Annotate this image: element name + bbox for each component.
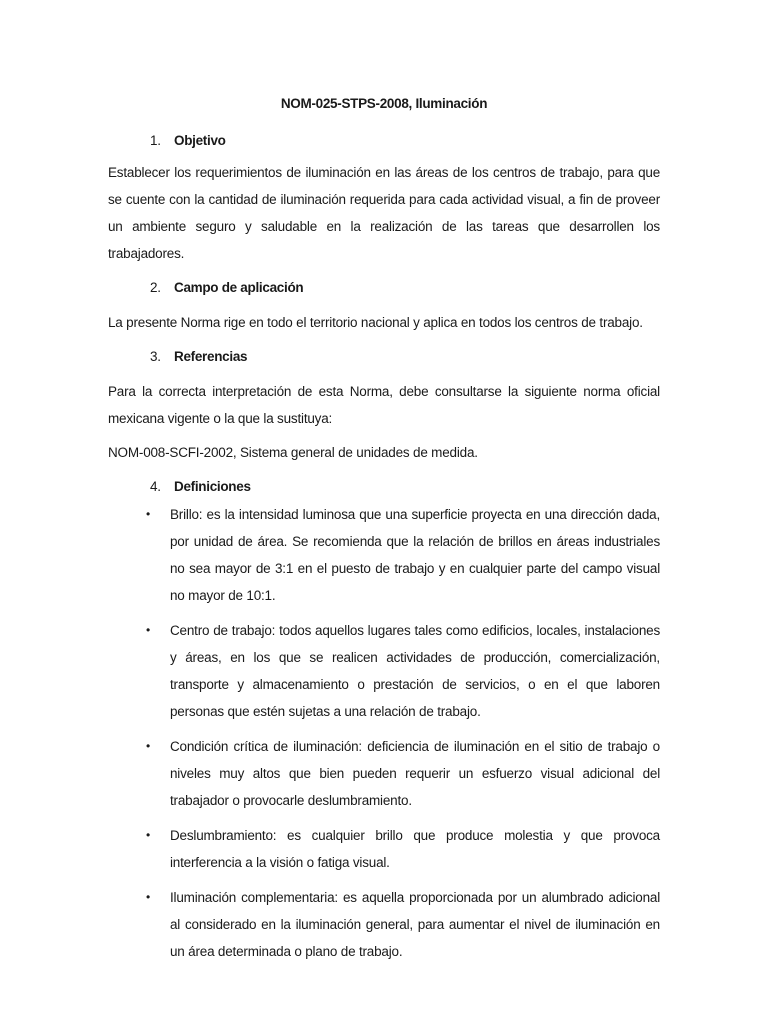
section-title: Campo de aplicación xyxy=(174,280,304,295)
bullet-icon: • xyxy=(146,890,151,904)
list-item xyxy=(144,617,660,725)
definition-text: Centro de trabajo: todos aquellos lugares tales como edificios, locales, instalaciones y áreas, en los que se realicen actividades de producción, comercialización, transporte y almacenamiento o prestación de servicios, o en el que laboren personas que estén sujetas a una relación de trabajo. xyxy=(170,623,660,719)
section-number: 1. xyxy=(150,133,161,148)
section-heading-objetivo xyxy=(150,132,660,150)
definition-text: Brillo: es la intensidad luminosa que una superficie proyecta en una dirección dada, por unidad de área. Se recomienda que la relación de brillos en áreas industriales no sea mayor de 3:1 en el puesto de trabajo y en cualquier parte del campo visual no mayor de 10:1. xyxy=(170,507,660,603)
list-item xyxy=(144,822,660,876)
document-title: NOM-025-STPS-2008, Iluminación xyxy=(280,96,488,111)
section-title: Referencias xyxy=(174,349,248,364)
bullet-icon: • xyxy=(146,507,151,521)
definitions-list xyxy=(108,501,660,965)
section-number: 3. xyxy=(150,349,161,364)
section-heading-campo-de-aplicacion xyxy=(150,279,660,297)
definition-text: Condición crítica de iluminación: deficiencia de iluminación en el sitio de trabajo o niveles muy altos que bien pueden requerir un esfuerzo visual adicional del trabajador o provocarle deslumbramiento. xyxy=(170,739,660,808)
referencias-paragraph: Para la correcta interpretación de esta Norma, debe consultarse la siguiente norma oficial mexicana vigente o la que la sustituya: xyxy=(108,384,660,426)
bullet-icon: • xyxy=(146,828,151,842)
definition-text: Iluminación complementaria: es aquella proporcionada por un alumbrado adicional al considerado en la iluminación general, para aumentar el nivel de iluminación en un área determinada o plano de trabajo. xyxy=(170,890,660,959)
section-number: 2. xyxy=(150,280,161,295)
section-number: 4. xyxy=(150,479,161,494)
section-heading-definiciones xyxy=(150,478,660,496)
referencias-standard: NOM-008-SCFI-2002, Sistema general de unidades de medida. xyxy=(108,445,478,460)
bullet-icon: • xyxy=(146,623,151,637)
section-title: Objetivo xyxy=(174,133,226,148)
section-heading-referencias xyxy=(150,348,660,366)
list-item xyxy=(144,501,660,609)
campo-de-aplicacion-paragraph: La presente Norma rige en todo el territorio nacional y aplica en todos los centros de trabajo. xyxy=(108,315,643,330)
objetivo-paragraph: Establecer los requerimientos de iluminación en las áreas de los centros de trabajo, para que se cuente con la cantidad de iluminación requerida para cada actividad visual, a fin de proveer un ambiente seguro y saludable en la realización de las tareas que desarrollen los trabajadores. xyxy=(108,165,660,261)
list-item xyxy=(144,733,660,814)
bullet-icon: • xyxy=(146,739,151,753)
list-item xyxy=(144,884,660,965)
definition-text: Deslumbramiento: es cualquier brillo que produce molestia y que provoca interferencia a la visión o fatiga visual. xyxy=(170,828,660,870)
section-title: Definiciones xyxy=(174,479,251,494)
